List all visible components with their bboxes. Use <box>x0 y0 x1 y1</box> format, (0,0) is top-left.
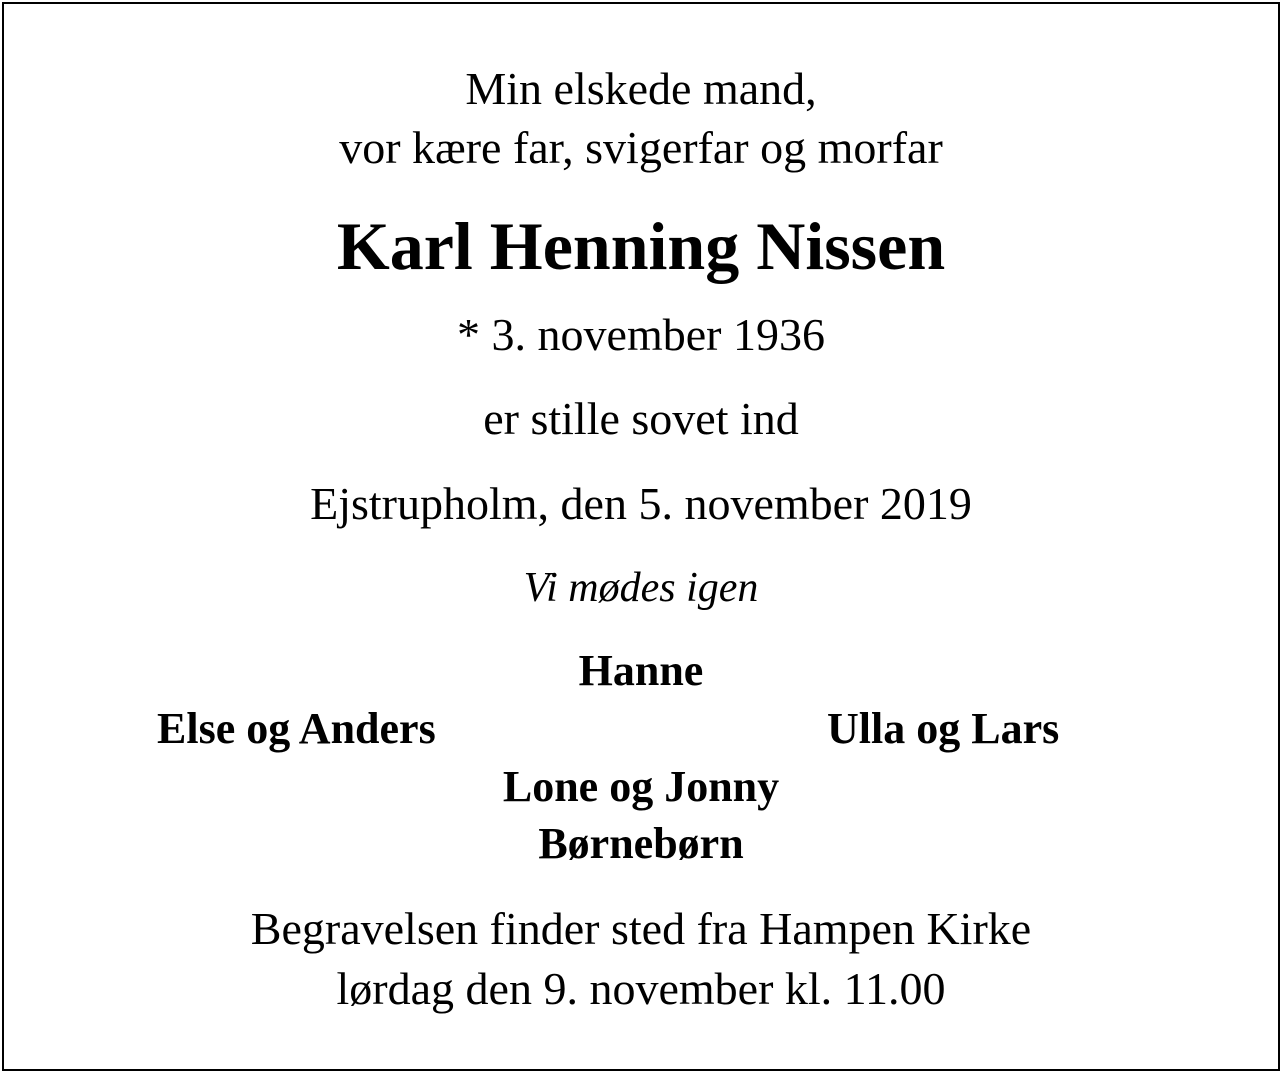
family-grandchildren: Børnebørn <box>538 819 744 868</box>
funeral-line-1: Begravelsen finder sted fra Hampen Kirke <box>250 903 1032 954</box>
passed-text: er stille sovet ind <box>483 393 799 444</box>
funeral-line-2: lørdag den 9. november kl. 11.00 <box>336 963 946 1014</box>
family-right: Ulla og Lars <box>827 704 1060 753</box>
place-and-date: Ejstrupholm, den 5. november 2019 <box>310 478 972 529</box>
birth-date: * 3. november 1936 <box>457 309 825 360</box>
obituary-notice <box>2 2 1280 1071</box>
deceased-name: Karl Henning Nissen <box>336 208 946 284</box>
family-middle: Lone og Jonny <box>502 762 780 811</box>
family-left: Else og Anders <box>157 704 436 753</box>
intro-line-1: Min elskede mand, <box>465 63 817 114</box>
family-spouse: Hanne <box>578 646 704 695</box>
intro-line-2: vor kære far, svigerfar og morfar <box>339 122 943 173</box>
motto: Vi mødes igen <box>523 565 759 611</box>
